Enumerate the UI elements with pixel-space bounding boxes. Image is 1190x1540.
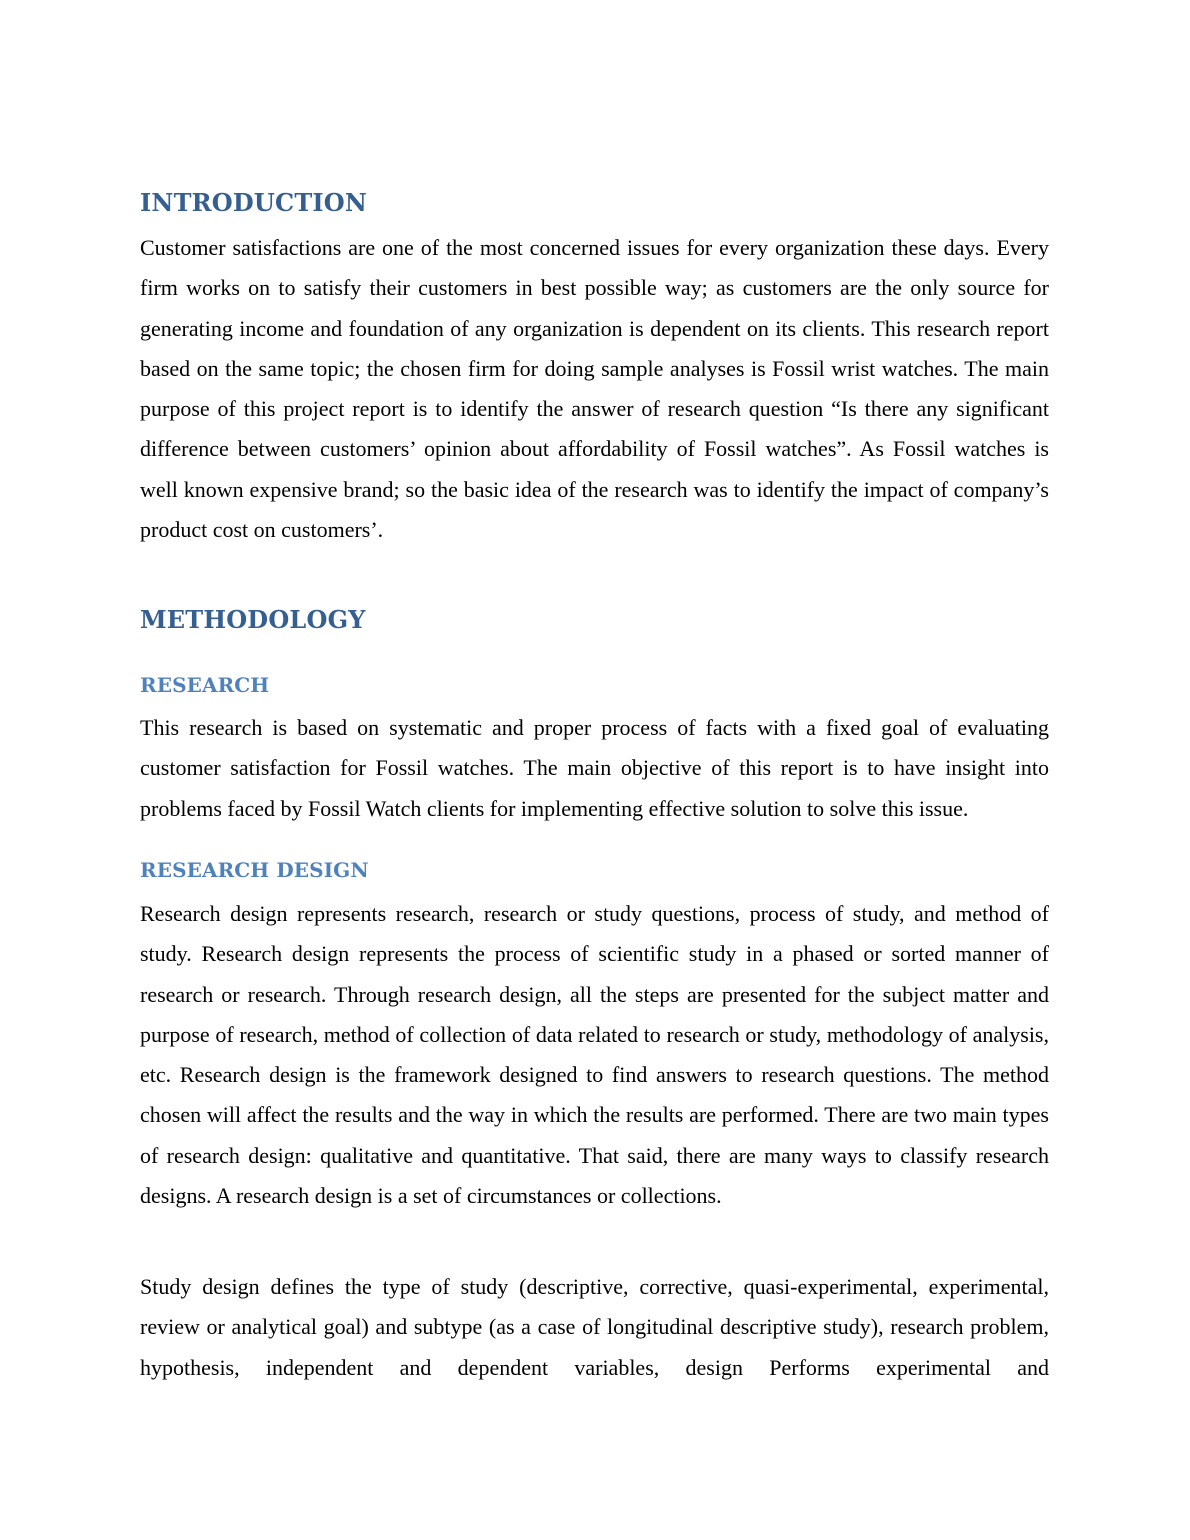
research-design-paragraph-1: Research design represents research, research or study questions, process of study, and method of study. Research design represents the process of scientific study in a phased or sorted manner of research or research. Through research design, all the steps are presented for the subject matter and purpose of research, method of collection of data related to research or study, methodology of analysis, etc. Research design is the framework designed to find answers to research questions. The method chosen will affect the results and the way in which the results are performed. There are two main types of research design: qualitative and quantitative. That said, there are many ways to classify research designs. A research design is a set of circumstances or collections. — [140, 901, 1049, 1209]
research-design-paragraph-2: Study design defines the type of study (descriptive, corrective, quasi-experimental, experimental, review or analytical goal) and subtype (as a case of longitudinal descriptive study), research problem, hypothesis, independent and dependent variables, design Performs experimental and — [140, 1274, 1049, 1380]
methodology-heading: METHODOLOGY — [140, 605, 366, 634]
research-paragraph: This research is based on systematic and proper process of facts with a fixed goal of evaluating customer satisfaction for Fossil watches. The main objective of this report is to have insight into problems faced by Fossil Watch clients for implementing effective solution to solve this issue. — [140, 715, 1049, 821]
research-heading: RESEARCH — [140, 673, 270, 697]
introduction-heading: INTRODUCTION — [140, 188, 368, 217]
research-design-heading: RESEARCH DESIGN — [140, 858, 369, 882]
introduction-paragraph: Customer satisfactions are one of the most concerned issues for every organization these days. Every firm works on to satisfy their customers in best possible way; as customers are the only source for generating income and foundation of any organization is dependent on its clients. This research report based on the same topic; the chosen firm for doing sample analyses is Fossil wrist watches. The main purpose of this project report is to identify the answer of research question “Is there any significant difference between customers’ opinion about affordability of Fossil watches”. As Fossil watches is well known expensive brand; so the basic idea of the research was to identify the impact of company’s product cost on customers’. — [140, 235, 1049, 543]
